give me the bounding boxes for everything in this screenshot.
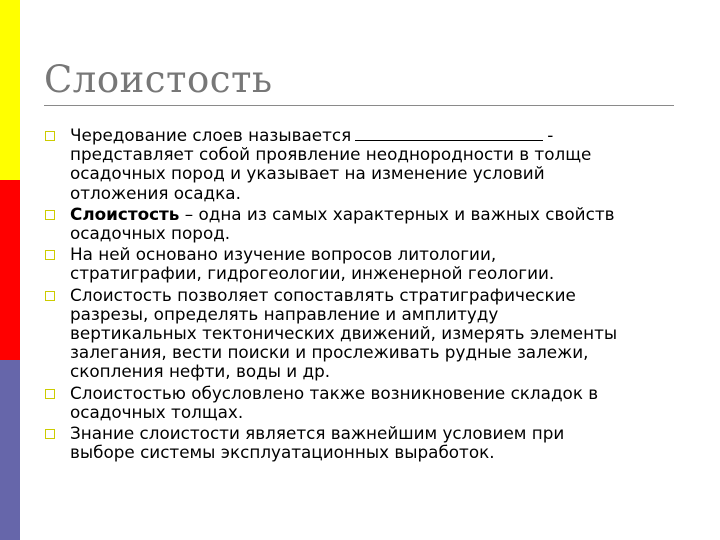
square-bullet-icon [45,131,55,141]
bullet-1-line-4: отложения осадка. [70,182,241,203]
bullet-1-text-before-blank: Чередование слоев называется [70,125,352,145]
bullet-item-5 [44,384,714,422]
bullet-2-line-1-rest: – одна из самых характерных и важных свойств [179,203,615,224]
bullet-4-line-3: вертикальных тектонических движений, измерять элементы [70,323,618,344]
bullet-item-4 [44,286,714,382]
title-divider [44,105,674,106]
accent-bar-red [0,180,20,360]
bullet-4-line-4: залегания, вести поиски и прослеживать рудные залежи, [70,342,589,363]
slide-title: Слоистость [44,58,273,101]
bullet-3-line-1: На ней основано изучение вопросов литологии, [70,244,497,265]
bullet-2-line-2: осадочных пород. [70,223,231,244]
accent-bar-yellow [0,0,20,180]
square-bullet-icon [45,250,55,260]
bullet-4-line-2: разрезы, определять направление и амплитуду [70,303,499,324]
bullet-item-2 [44,205,714,243]
bullet-1-line-1 [70,126,714,145]
bullet-4-line-5: скопления нефти, воды и др. [70,361,331,382]
bullet-6-line-2: выборе системы эксплуатационных выработок. [70,442,495,463]
square-bullet-icon [45,429,55,439]
bullet-4-line-1: Слоистость позволяет сопоставлять стратиграфические [70,284,576,305]
accent-bar-purple [0,360,20,540]
bullet-2-line-1 [70,205,714,224]
bullet-3-line-2: стратиграфии, гидрогеологии, инженерной геологии. [70,263,555,284]
bullet-item-6 [44,424,714,462]
bullet-6-line-1: Знание слоистости является важнейшим условием при [70,423,565,444]
square-bullet-icon [45,291,55,301]
bullet-5-line-1: Слоистостью обусловлено также возникновение складок в [70,382,599,403]
bullet-1-line-3: осадочных пород и указывает на изменение условий [70,163,545,184]
bullet-5-line-2: осадочных толщах. [70,401,244,422]
bullet-1-dash: - [547,125,554,145]
bullet-1-line-2: представляет собой проявление неоднородности в толще [70,144,592,165]
bullet-item-3 [44,245,714,283]
square-bullet-icon [45,210,55,220]
bullet-item-1 [44,126,714,203]
fill-in-blank [355,139,543,141]
bullet-list [44,126,714,464]
square-bullet-icon [45,389,55,399]
bullet-2-term: Слоистость [70,203,180,224]
